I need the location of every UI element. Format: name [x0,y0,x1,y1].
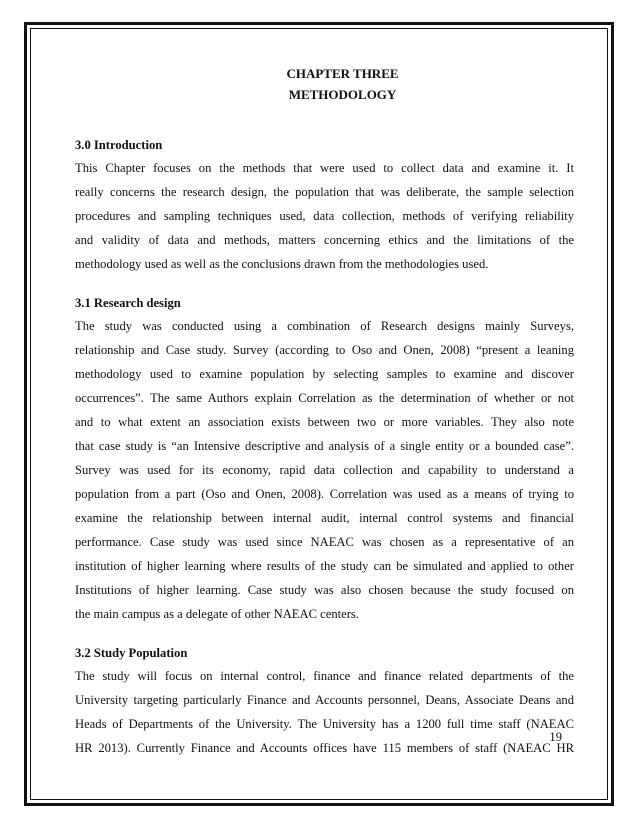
text-line: and validity of data and methods, matters concerning ethics and the limitations of the [75,233,574,247]
text-line: HR 2013). Currently Finance and Accounts offices have 115 members of staff (NAEAC HR [75,741,574,755]
document-body [75,64,574,760]
section-heading: 3.2 Study Population [75,646,188,660]
chapter-number: CHAPTER THREE [286,66,399,81]
page-number: 19 [549,730,562,744]
text-line: population from a part (Oso and Onen, 2008). Correlation was used as a means of trying to [75,487,574,501]
section-heading: 3.1 Research design [75,296,181,310]
text-line: and to what extent an association exists between two or more variables. They also note [75,415,574,429]
text-line: that case study is “an Intensive descriptive and analysis of a single entity or a bounded case”. [75,439,574,453]
text-line: The study was conducted using a combination of Research designs mainly Surveys, [75,319,574,333]
text-line: the main campus as a delegate of other NAEAC centers. [75,607,359,621]
section-research-design [75,292,574,626]
text-line: This Chapter focuses on the methods that were used to collect data and examine it. It [75,161,574,175]
text-line: Survey was used for its economy, rapid data collection and capability to understand a [75,463,574,477]
text-line: Heads of Departments of the University. The University has a 1200 full time staff (NAEAC [75,717,574,731]
text-line: Institutions of higher learning. Case study was also chosen because the study focused on [75,583,574,597]
chapter-title: METHODOLOGY [288,87,397,102]
text-line: performance. Case study was used since NAEAC was chosen as a representative of an [75,535,574,549]
text-line: relationship and Case study. Survey (according to Oso and Onen, 2008) “present a leaning [75,343,574,357]
text-line: The study will focus on internal control, finance and finance related departments of the [75,669,574,683]
section-study-population [75,642,574,760]
text-line: University targeting particularly Finance and Accounts personnel, Deans, Associate Deans and [75,693,574,707]
text-line: methodology used to examine population by selecting samples to examine and discover [75,367,574,381]
text-line: methodology used as well as the conclusions drawn from the methodologies used. [75,257,489,271]
text-line: examine the relationship between internal audit, internal control systems and financial [75,511,574,525]
text-line: procedures and sampling techniques used, data collection, methods of verifying reliability [75,209,574,223]
section-heading: 3.0 Introduction [75,138,163,152]
section-introduction [75,134,574,276]
chapter-heading [111,64,574,106]
text-line: occurrences”. The same Authors explain Correlation as the determination of whether or not [75,391,574,405]
text-line: institution of higher learning where results of the study can be simulated and applied to other [75,559,574,573]
text-line: really concerns the research design, the population that was deliberate, the sample selection [75,185,574,199]
